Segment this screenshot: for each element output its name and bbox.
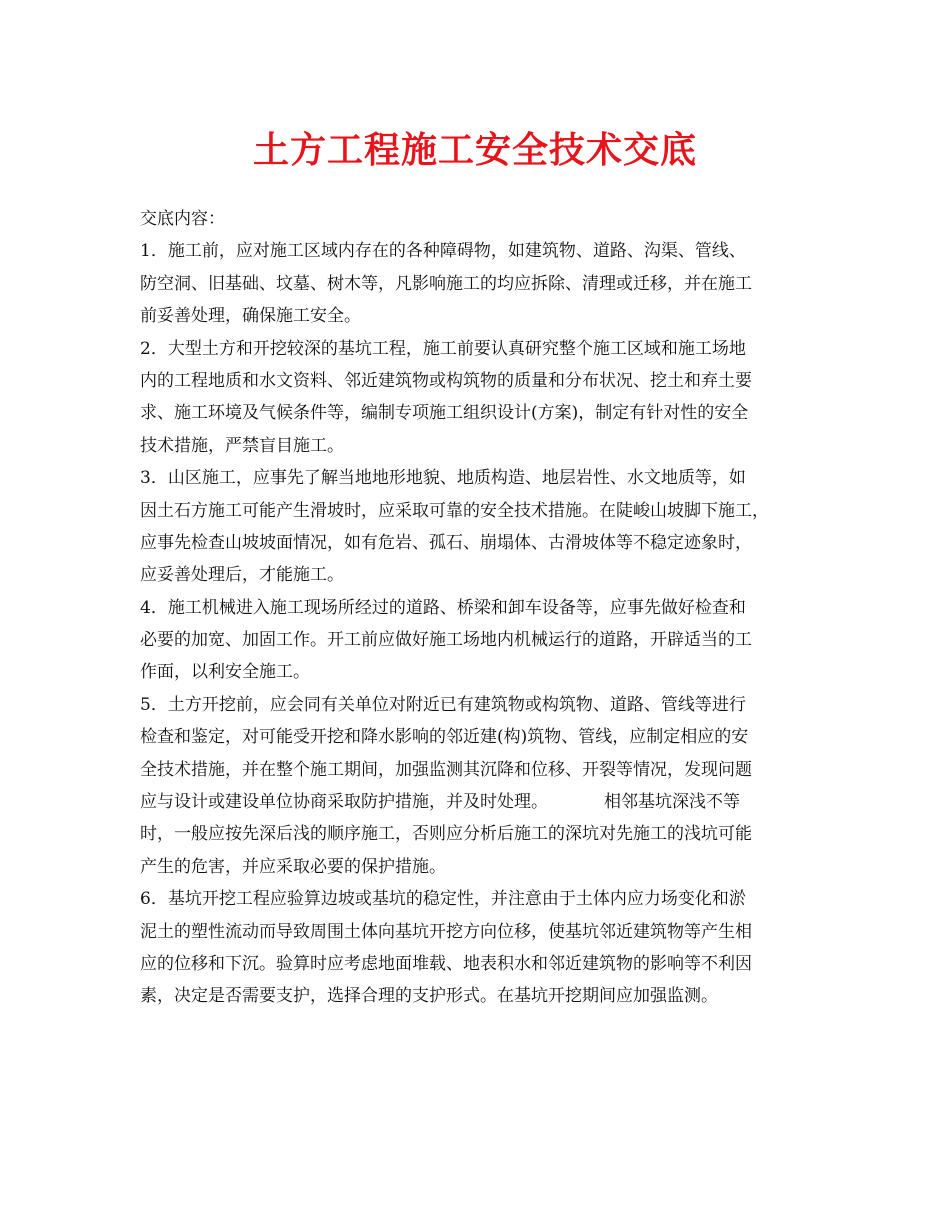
intro-label: 交底内容： bbox=[140, 209, 225, 229]
text-line: 4．施工机械进入施工现场所经过的道路、桥梁和卸车设备等，应事先做好检查和 bbox=[140, 597, 746, 618]
text-line: 前妥善处理，确保施工安全。 bbox=[140, 306, 361, 327]
document-body bbox=[140, 203, 820, 1013]
text-line: 泥土的塑性流动而导致周围土体向基坑开挖方向位移，使基坑邻近建筑物等产生相 bbox=[140, 921, 752, 942]
text-line: 5．土方开挖前，应会同有关单位对附近已有建筑物或构筑物、道路、管线等进行 bbox=[140, 694, 746, 715]
text-line: 检查和鉴定，对可能受开挖和降水影响的邻近建(构)筑物、管线，应制定相应的安 bbox=[140, 727, 749, 748]
text-line: 防空洞、旧基础、坟墓、树木等，凡影响施工的均应拆除、清理或迁移，并在施工 bbox=[140, 273, 752, 294]
text-line: 3．山区施工，应事先了解当地地形地貌、地质构造、地层岩性、水文地质等，如 bbox=[140, 468, 746, 489]
text-line: 1．施工前，应对施工区域内存在的各种障碍物，如建筑物、道路、沟渠、管线、 bbox=[140, 241, 746, 262]
text-line: 素，决定是否需要支护，选择合理的支护形式。在基坑开挖期间应加强监测。 bbox=[140, 986, 718, 1007]
text-line: 应妥善处理后，才能施工。 bbox=[140, 565, 344, 586]
text-line: 技术措施，严禁盲目施工。 bbox=[140, 435, 344, 456]
text-line: 全技术措施，并在整个施工期间，加强监测其沉降和位移、开裂等情况，发现问题 bbox=[140, 759, 752, 780]
text-line: 应事先检查山坡坡面情况，如有危岩、孤石、崩塌体、古滑坡体等不稳定迹象时， bbox=[140, 532, 752, 553]
text-line: 内的工程地质和水文资料、邻近建筑物或构筑物的质量和分布状况、挖土和弃土要 bbox=[140, 370, 752, 391]
text-line: 产生的危害，并应采取必要的保护措施。 bbox=[140, 856, 446, 877]
text-line-tail: 相邻基坑深浅不等 bbox=[604, 792, 740, 813]
text-line: 必要的加宽、加固工作。开工前应做好施工场地内机械运行的道路，开辟适当的工 bbox=[140, 630, 752, 651]
document-title: 土方工程施工安全技术交底 bbox=[252, 129, 697, 171]
text-line-with-tail bbox=[140, 786, 820, 818]
text-line: 时，一般应按先深后浅的顺序施工，否则应分析后施工的深坑对先施工的浅坑可能 bbox=[140, 824, 752, 845]
text-line: 作面，以利安全施工。 bbox=[140, 662, 310, 683]
text-line-head: 应与设计或建设单位协商采取防护措施，并及时处理。 bbox=[140, 792, 548, 813]
text-line: 6．基坑开挖工程应验算边坡或基坑的稳定性，并注意由于土体内应力场变化和淤 bbox=[140, 889, 746, 910]
text-line: 求、施工环境及气候条件等，编制专项施工组织设计(方案)，制定有针对性的安全 bbox=[140, 403, 749, 424]
text-line: 因土石方施工可能产生滑坡时，应采取可靠的安全技术措施。在陡峻山坡脚下施工， bbox=[140, 500, 769, 521]
text-line: 2．大型土方和开挖较深的基坑工程，施工前要认真研究整个施工区域和施工场地 bbox=[140, 338, 746, 359]
text-line: 应的位移和下沉。验算时应考虑地面堆载、地表积水和邻近建筑物的影响等不利因 bbox=[140, 953, 752, 974]
